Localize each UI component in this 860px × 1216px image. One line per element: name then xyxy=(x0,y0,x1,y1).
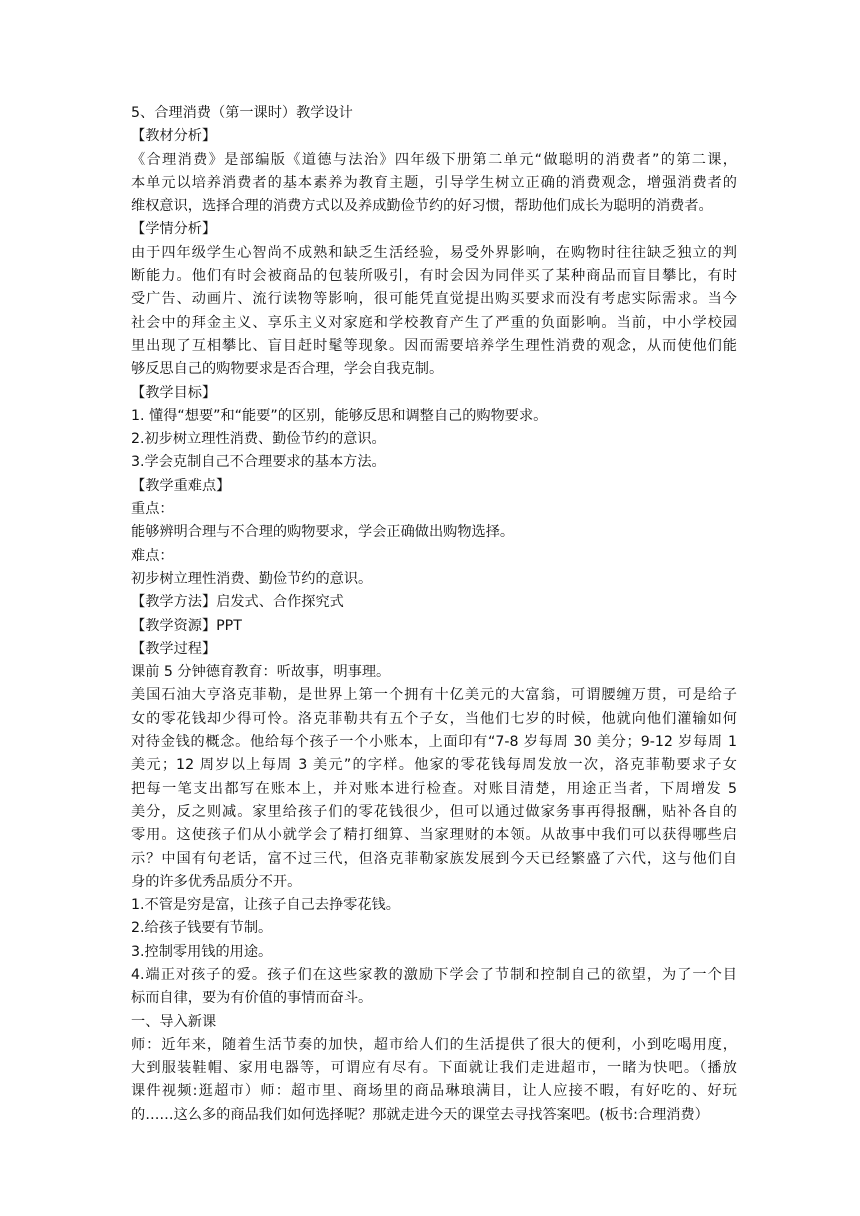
paragraph-line: 把每一笔支出都写在账本上，并对账本进行检查。对账目清楚，用途正当者，下周增发 5 xyxy=(131,780,737,797)
section-heading-key-points: 【教学重难点】 xyxy=(131,477,231,494)
paragraph-line: 受广告、动画片、流行读物等影响，很可能凭直觉提出购买要求而没有考虑实际需求。当今 xyxy=(131,291,737,308)
list-item: 2.初步树立理性消费、勤俭节约的意识。 xyxy=(131,431,386,448)
section-heading-teaching-methods: 【教学方法】启发式、合作探究式 xyxy=(131,594,344,611)
paragraph-line: 够反思自己的购物要求是否合理，学会自我克制。 xyxy=(131,361,444,378)
paragraph-line: 对待金钱的概念。他给每个孩子一个小账本，上面印有“7-8 岁每周 30 美分；9-12 岁每周 1 xyxy=(131,734,737,751)
section-heading-teaching-resources: 【教学资源】PPT xyxy=(131,617,242,634)
section-heading-teaching-process: 【教学过程】 xyxy=(131,640,217,657)
paragraph-line: 标而自律，要为有价值的事情而奋斗。 xyxy=(131,990,373,1007)
paragraph-line: 课前 5 分钟德育教育：听故事，明事理。 xyxy=(131,664,391,681)
subheading-difficulty: 难点： xyxy=(131,547,174,564)
paragraph-line: 美分，反之则减。家里给孩子们的零花钱很少，但可以通过做家务事再得报酬，贴补各自的 xyxy=(131,803,737,820)
document-page xyxy=(131,102,737,1127)
list-item: 3.学会克制自己不合理要求的基本方法。 xyxy=(131,454,386,471)
paragraph-line: 断能力。他们有时会被商品的包装所吸引，有时会因为同伴买了某种商品而盲目攀比，有时 xyxy=(131,268,737,285)
section-heading-student-analysis: 【学情分析】 xyxy=(131,221,217,238)
paragraph-line: 女的零花钱却少得可怜。洛克菲勒共有五个子女，当他们七岁的时候，他就向他们灌输如何 xyxy=(131,710,737,727)
paragraph-line: 师：近年来，随着生活节奏的加快，超市给人们的生活提供了很大的便利，小到吃喝用度， xyxy=(131,1036,737,1053)
paragraph-line: 美国石油大亨洛克菲勒，是世界上第一个拥有十亿美元的大富翁，可谓腰缠万贯，可是给子 xyxy=(131,687,737,704)
paragraph-line: 身的许多优秀品质分不开。 xyxy=(131,873,302,890)
paragraph-line: 课件视频:逛超市）师：超市里、商场里的商品琳琅满目，让人应接不暇，有好吃的、好玩 xyxy=(131,1083,737,1100)
subheading-key-point: 重点： xyxy=(131,501,174,518)
paragraph-line: 大到服装鞋帽、家用电器等，可谓应有尽有。下面就让我们走进超市，一睹为快吧。（播放 xyxy=(131,1060,737,1077)
list-item: 1.不管是穷是富，让孩子自己去挣零花钱。 xyxy=(131,897,400,914)
paragraph-line: 社会中的拜金主义、享乐主义对家庭和学校教育产生了严重的负面影响。当前，中小学校园 xyxy=(131,314,737,331)
document-title: 5、合理消费（第一课时）教学设计 xyxy=(131,105,353,121)
list-item: 1. 懂得“想要”和“能要”的区别，能够反思和调整自己的购物要求。 xyxy=(131,407,548,424)
paragraph-line: 美元；12 周岁以上每周 3 美元”的字样。他家的零花钱每周发放一次，洛克菲勒要求子女 xyxy=(131,757,737,774)
paragraph-line: 能够辨明合理与不合理的购物要求，学会正确做出购物选择。 xyxy=(131,524,515,541)
paragraph-line: 示？中国有句老话，富不过三代，但洛克菲勒家族发展到今天已经繁盛了六代，这与他们自 xyxy=(131,850,737,867)
list-item: 4.端正对孩子的爱。孩子们在这些家教的激励下学会了节制和控制自己的欲望，为了一个目 xyxy=(131,966,737,983)
section-heading-introduction: 一、导入新课 xyxy=(131,1013,217,1030)
section-heading-teaching-goals: 【教学目标】 xyxy=(131,384,217,401)
list-item: 3.控制零用钱的用途。 xyxy=(131,943,273,960)
paragraph-line: 《合理消费》是部编版《道德与法治》四年级下册第二单元“做聪明的消费者”的第二课， xyxy=(131,151,737,168)
paragraph-line: 初步树立理性消费、勤俭节约的意识。 xyxy=(131,570,373,587)
list-item: 2.给孩子钱要有节制。 xyxy=(131,920,273,937)
paragraph-line: 零用。这使孩子们从小就学会了精打细算、当家理财的本领。从故事中我们可以获得哪些启 xyxy=(131,827,737,844)
paragraph-line: 里出现了互相攀比、盲目赶时髦等现象。因而需要培养学生理性消费的观念，从而使他们能 xyxy=(131,337,737,354)
section-heading-textbook-analysis: 【教材分析】 xyxy=(131,128,217,145)
paragraph-line: 的……这么多的商品我们如何选择呢？那就走进今天的课堂去寻找答案吧。(板书:合理消费） xyxy=(131,1106,709,1123)
paragraph-line: 由于四年级学生心智尚不成熟和缺乏生活经验，易受外界影响，在购物时往往缺乏独立的判 xyxy=(131,244,737,261)
paragraph-line: 本单元以培养消费者的基本素养为教育主题，引导学生树立正确的消费观念，增强消费者的 xyxy=(131,174,737,191)
paragraph-line: 维权意识，选择合理的消费方式以及养成勤俭节约的好习惯，帮助他们成长为聪明的消费者。 xyxy=(131,198,713,215)
